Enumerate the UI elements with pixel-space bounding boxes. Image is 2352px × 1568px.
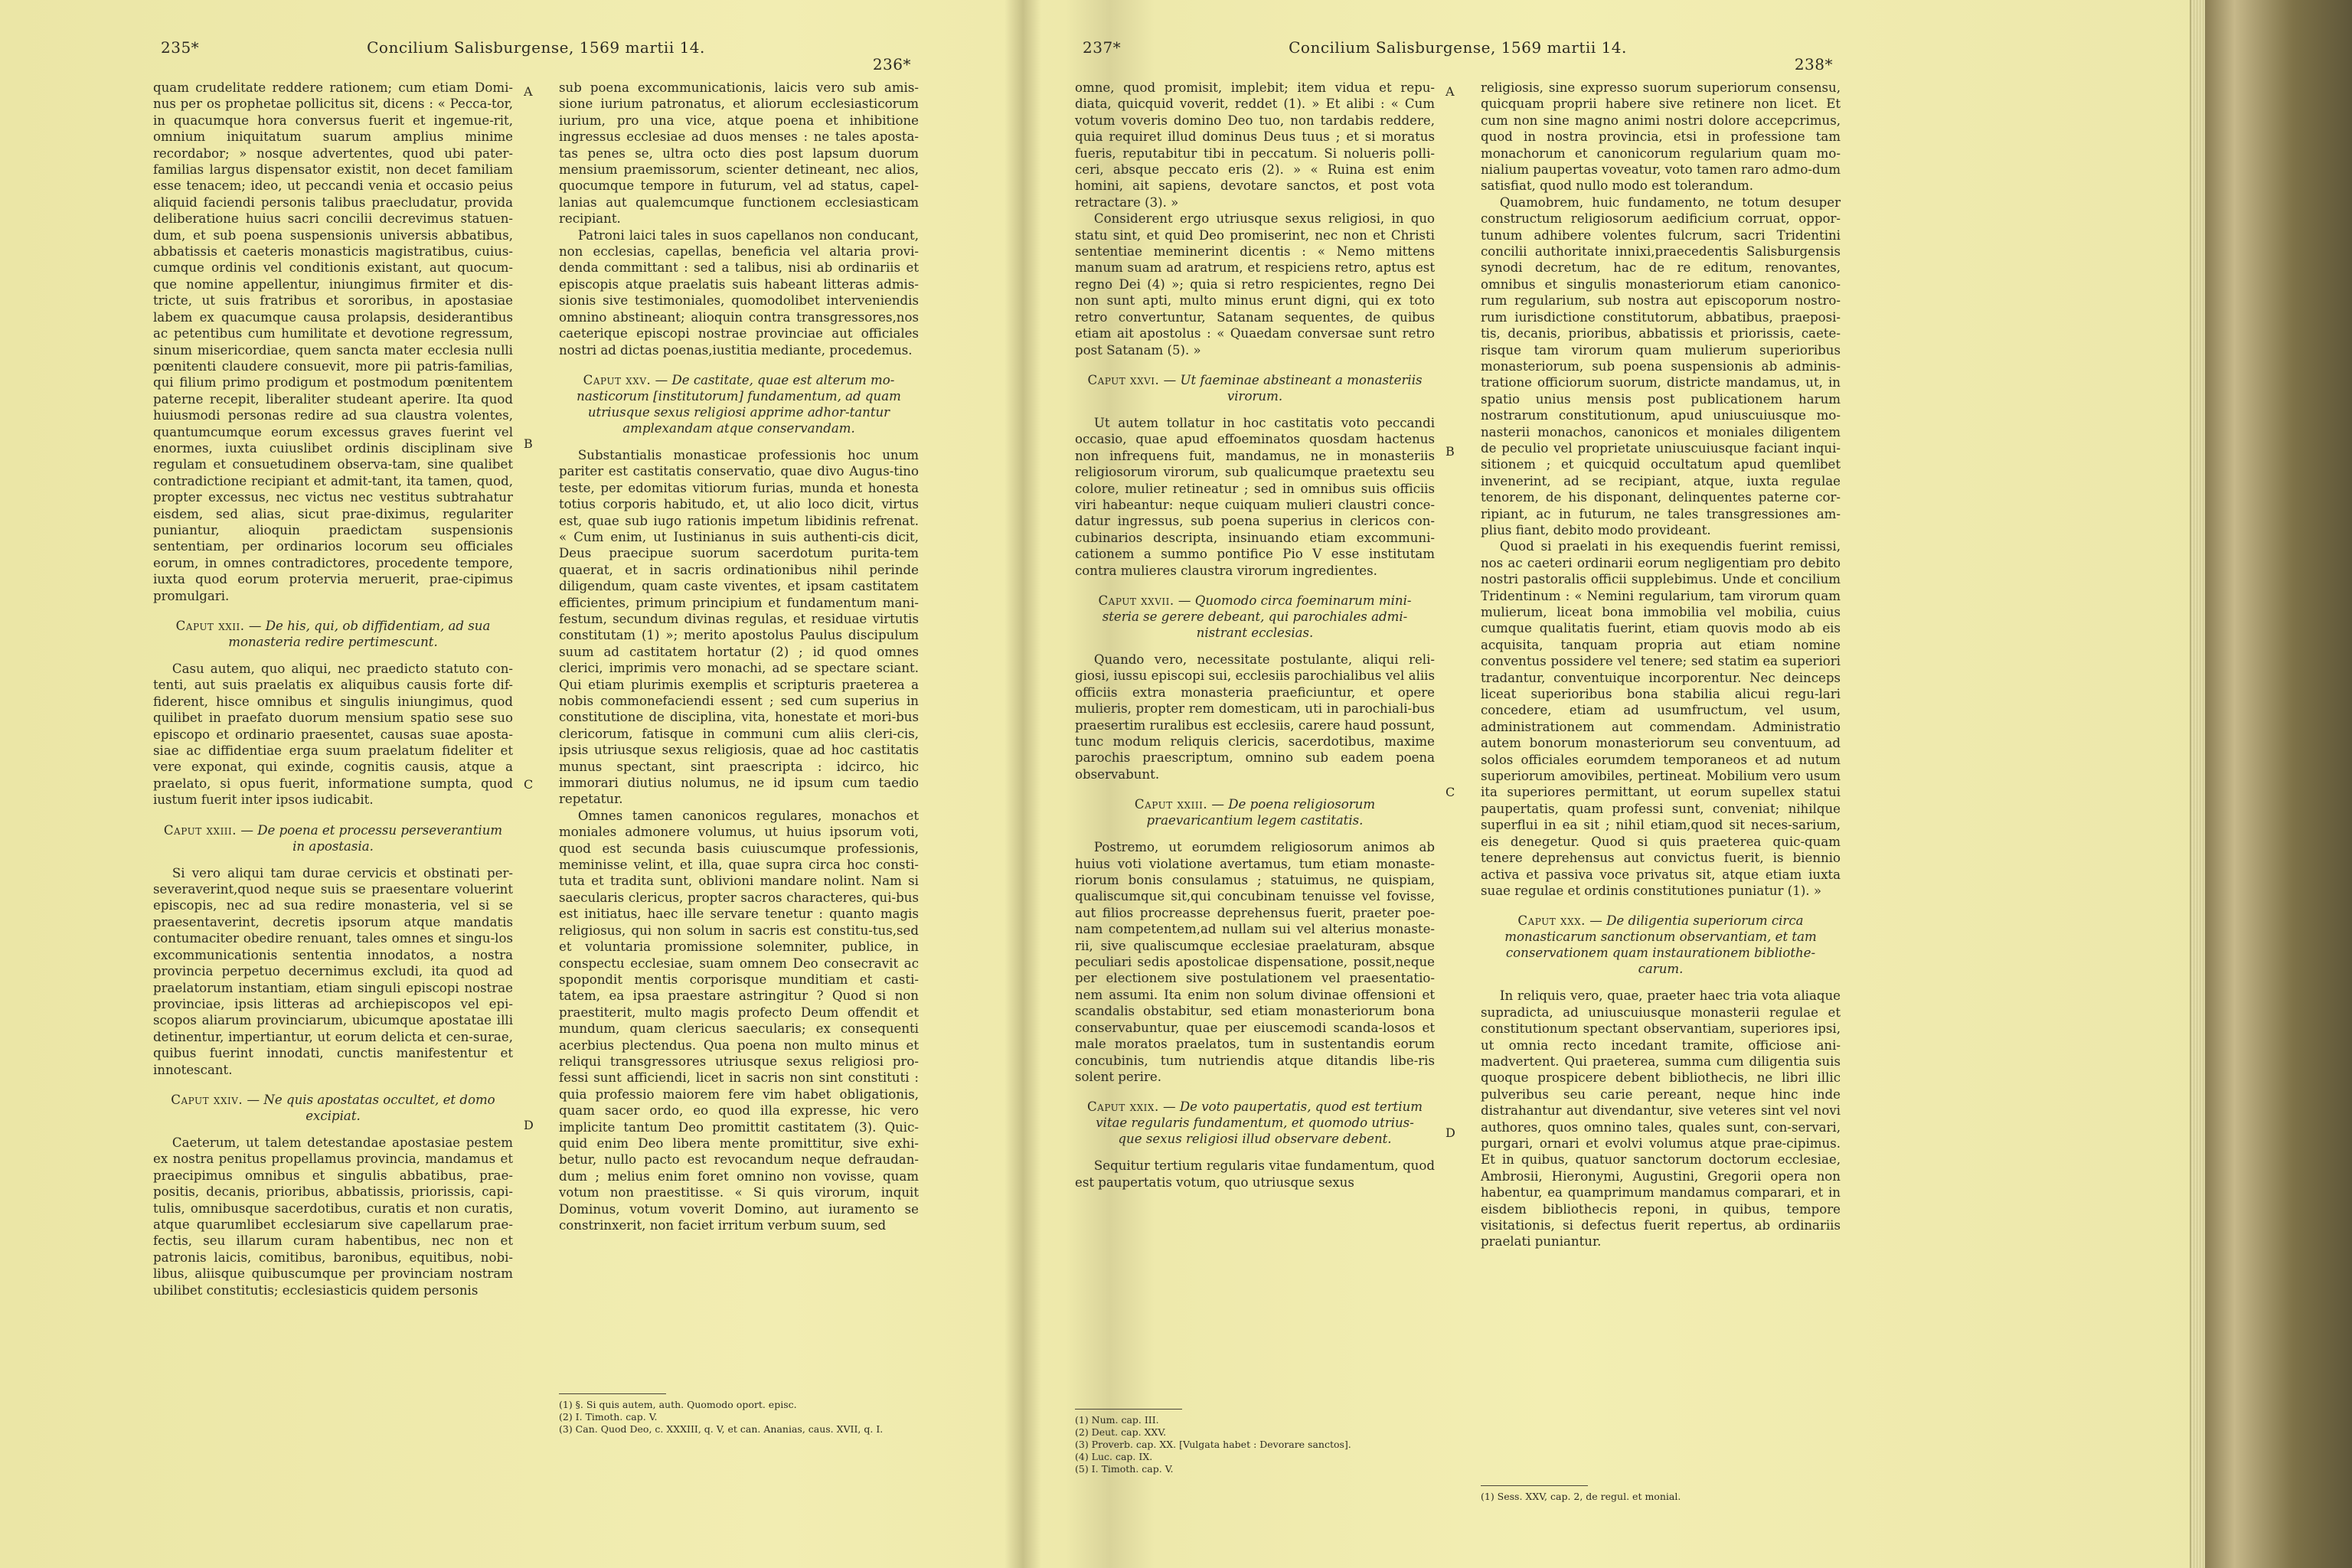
paragraph: Quod si praelati in his exequendis fuerint remissi, nos ac caeteri ordinarii eorum negligentiam pro debito nostri pastoralis officii supplebimus. Unde et concilium Tridentinum : « Nemini regularium, tam virorum quam mulierum, liceat bona immobilia vel mobilia, cuius cumque qualitatis fuerint, etiam quovis modo ab eis acquisita, tanquam propria aut etiam nomine conventus possidere vel tenere; sed statim ea superiori tradantur, conventuique incorporentur. Nec deinceps liceat superioribus bona stabilia alicui regu-lari concedere, etiam ad usumfructum, vel usum, administrationem aut commendam. Administratio autem bonorum monasteriorum seu conventuum, ad solos officiales eorumdem temporaneos et ad nutum superiorum amovibiles, pertineat. Mobilium vero usum ita superiores permittant, ut eorum supellex statui paupertatis, quam professi sunt, conveniat; nihilque superflui in ea sit ; nihil etiam,quod sit neces-sarium, eis denegetur. Quod si quis praeterea quic-quam tenere deprehensus aut convictus fuerit, is biennio activa et passiva voce privatus sit, atque etiam iuxta suae regulae et ordinis constitutiones puniatur (1). » bbox=[1481, 539, 1841, 898]
chapter-heading bbox=[162, 822, 504, 854]
left-column-1 bbox=[153, 80, 513, 1298]
chapter-label: Caput xxiii. bbox=[163, 822, 237, 838]
footnote: (3) Can. Quod Deo, c. XXXIII, q. V, et can. Ananias, caus. XVII, q. I. bbox=[559, 1423, 884, 1435]
paragraph: Omnes tamen canonicos regulares, monachos et moniales admonere volumus, ut huius ipsorum voti, quod est secunda basis cuiuscumque professionis, meminisse velint, et illa, quae supra circa hoc consti-tuta et tradita sunt, oblivioni mandare nolint. Nam si saecularis clericus, propter sacros characteres, qui-bus est initiatus, haec ille servare tenetur : quanto magis religiosus, qui non solum in sacris est constitu-tus,sed et voluntaria promissione solemniter, publice, in conspectu ecclesiae, suam omnem Deo consecravit ac spopondit mentis corporisque munditiam et casti-tatem, ea ipsa praestare astringitur ? Quod si non praestiterit, multo magis profecto Deum offendit et mundum, quam clericus saecularis; ex consequenti acerbius plectendus. Qua poena non multo minus et reliqui transgressores utriusque sexus religiosi pro-fessi sunt afficiendi, licet in sacris non sint constituti : quia professio maiorem fere vim habet obligationis, quam sacer ordo, eo quod illa expresse, hic vero implicite tantum Deo promittit castitatem (3). Quic-quid enim Deo libera mente promittitur, sive exhi-betur, nullo pacto est revocandum neque defraudan-dum ; melius enim foret omnino non vovisse, quam votum non praestitisse. « Si quis virorum, inquit Dominus, votum voverit Domino, aut iuramento se constrinxerit, non faciet irritum verbum suum, sed bbox=[559, 808, 919, 1233]
chapter-separator: — bbox=[237, 822, 258, 838]
paragraph: In reliquis vero, quae, praeter haec tria vota aliaque supradicta, ad uniuscuiusque monasterii regulae et constitutionum spectant observantiam, superiores ipsi, ut omnia recto incedant tramite, officiose ani-madvertent. Qui praeterea, summa cum diligentia suis quoque prospicere debent bibliothecis, ne libri illic pulveribus seu carie pereant, neque hinc inde distrahantur aut divendantur, sive veteres sint vel novi authores, quos omnino tales, quales sunt, con-servari, purgari, ornari et evolvi volumus atque prae-cipimus. Et in quibus, quatuor sanctorum doctorum ecclesiae, Ambrosii, Hieronymi, Augustini, Gregorii opera non habentur, ea quamprimum mandamus comparari, et in eisdem bibliothecis reponi, in quibus, tempore visitationis, si defectus fuerit repertus, ab ordinariis praelati puniantur. bbox=[1481, 988, 1841, 1250]
chapter-title: Ne quis apostatas occultet, et domo excipiat. bbox=[263, 1092, 495, 1123]
paragraph: Casu autem, quo aliqui, nec praedicto statuto con-tenti, aut suis praelatis ex aliquibus causis forte dif-fiderent, hisce omnibus et singulis iniungimus, quod quilibet in praefato duorum mensium spatio sese suo episcopo et ordinario praesentet, causas suae aposta-siae ac diffidentiae erga suum praelatum fideliter et vere exponat, qui exinde, cognitis causis, atque a praelato, si opus fuerit, informatione sumpta, quod iustum fuerit inter ipsos iudicabit. bbox=[153, 662, 513, 808]
right-page-title: Concilium Salisburgense, 1569 martii 14. bbox=[1289, 38, 1627, 57]
chapter-title: Ut faeminae abstineant a monasteriis virorum. bbox=[1180, 372, 1423, 403]
left-secondary-page-number: 236* bbox=[872, 55, 911, 74]
left-column-2 bbox=[559, 80, 919, 1298]
footnote: (4) Luc. cap. IX. bbox=[1075, 1451, 1153, 1462]
paragraph: Postremo, ut eorumdem religiosorum animos ab huius voti violatione avertamus, tum etiam monaste-riorum bonis consulamus ; statuimus, ne quispiam, qualiscumque sit,qui concubinam tenuisse vel fovisse, aut filios procreasse deprehensus fuerit, praeter poe-nam competentem,ad nullam sui vel alterius monaste-rii, sive qualiscumque ecclesiae praelaturam, absque peculiari sedis apostolicae dispensatione, possit,neque per electionem sive postulationem vel praesentatio-nem assumi. Ita enim non solum divinae offensioni et scandalis obstabitur, sed etiam monasteriorum bona conservabuntur, quae per eiuscemodi scanda-losos et male moratos praelatos, tum in sustentandis eorum concubinis, tum nutriendis atque ditandis libe-ris solent perire. bbox=[1075, 840, 1435, 1084]
paragraph: Sequitur tertium regularis vitae fundamentum, quod est paupertatis votum, quo utriusque sexus bbox=[1075, 1158, 1435, 1190]
left-running-head bbox=[153, 38, 919, 80]
section-marker-c: C bbox=[524, 777, 534, 792]
left-page bbox=[153, 38, 919, 1435]
section-marker-b: B bbox=[1446, 444, 1455, 459]
book-gutter bbox=[1004, 0, 1041, 1568]
right-page bbox=[1075, 38, 1841, 1502]
chapter-label: Caput xxx. bbox=[1517, 913, 1586, 929]
chapter-separator: — bbox=[1158, 1099, 1180, 1115]
paragraph: Patroni laici tales in suos capellanos non conducant, non ecclesias, capellas, beneficia vel altaria provi-denda committant : sed a talibus, nisi ab ordinariis et episcopis atque praelatis suis habeant litteras admis-sionis sive testimoniales, quomodolibet interveniendis omnino abstineant; alioquin contra transgressores,nos caeterique episcopi nostrae provinciae aut officiales nostri ad dictas poenas,iustitia mediante, procedemus. bbox=[559, 227, 919, 358]
chapter-title: De castitate, quae est alterum mo-nasticorum [institutorum] fundamentum, ad quam utriusque sexus religiosi apprime adhor-tantur amplexandam atque conservandam. bbox=[577, 372, 901, 436]
footnote-rule bbox=[1075, 1409, 1182, 1410]
chapter-title: De diligentia superiorum circa monasticarum sanctionum observantiam, et tam conservationem quam instaurationem bibliothe-carum. bbox=[1504, 913, 1817, 977]
paragraph: quam crudelitate reddere rationem; cum etiam Domi-nus per os prophetae pollicitus sit, dicens : « Pecca-tor, in quacumque hora conversus fuerit et ingemue-rit, omnium iniquitatum suarum amplius minime recordabor; » nosque advertentes, quod ubi pater-familias largus dispensator existit, non decet familiam esse tenacem; ideo, ut peccandi venia et occasio peius aliquid faciendi personis talibus praecludatur, provida deliberatione huius sacri concilii decrevimus statuen-dum, et sub poena suspensionis universis abbatibus, abbatissis et caeteris monasticis magistratibus, cuius-cumque ordinis vel conditionis existant, aut quocum-que nomine appellentur, iniungimus firmiter et dis-tricte, ut suis fratribus et sororibus, in apostasiae labem ex quacumque causa prolapsis, desiderantibus ac petentibus cum humilitate et devotione regressum, sinum misericordiae, quem sancta mater ecclesia nulli pœnitenti claudere consuevit, more pii patris-familias, qui filium primo prodigum et postmodum pœnitentem paterne recepit, liberaliter studeant aperire. Ita quod huiusmodi personas redire ad sua claustra volentes, quantumcumque eorum excessus graves fuerint vel enormes, iuxta cuiuslibet ordinis disciplinam sive regulam et consuetudinem observa-tam, sine qualibet contradictione recipiant et admit-tant, ita tamen, quod, propter excessus, nec victus nec vestitus subtrahatur eisdem, sed alias, sicut prae-diximus, regulariter puniantur, alioquin praedictam suspensionis sententiam, per ordinarios locorum seu officiales eorum, in omnes contradictores, procedente tempore, iuxta quod eorum protervia meruerit, prae-cipimus promulgari. bbox=[153, 80, 513, 603]
right-column-2 bbox=[1481, 80, 1841, 1250]
footnote: (2) Deut. cap. XXV. bbox=[1075, 1426, 1167, 1438]
chapter-heading bbox=[1084, 593, 1426, 641]
chapter-label: Caput xxix. bbox=[1086, 1099, 1159, 1115]
chapter-heading bbox=[162, 1092, 504, 1124]
chapter-label: Caput xxiv. bbox=[171, 1092, 243, 1107]
section-marker-a: A bbox=[524, 84, 533, 99]
right-columns bbox=[1075, 80, 1841, 1250]
footnote: (1) Num. cap. III. bbox=[1075, 1414, 1159, 1426]
chapter-separator: — bbox=[244, 619, 266, 633]
right-column-1 bbox=[1075, 80, 1435, 1250]
section-marker-b: B bbox=[524, 436, 533, 451]
section-marker-a: A bbox=[1446, 84, 1455, 99]
chapter-heading bbox=[568, 372, 910, 436]
footnote-rule bbox=[1481, 1485, 1588, 1486]
paragraph: Caeterum, ut talem detestandae apostasiae pestem ex nostra penitus propellamus provincia, mandamus et praecipimus omnibus et singulis abbatibus, prae-positis, decanis, prioribus, abbatissis, priorissis, capi-tulis, omnibusque sacerdotibus, curatis et non curatis, atque quarumlibet ecclesiarum sive capellarum prae-fectis, seu illarum curam habentibus, nec non et patronis laicis, comitibus, baronibus, equitibus, nobi-libus, aliisque quibuscumque per provinciam nostram ubilibet constitutis; ecclesiasticis quidem personis bbox=[153, 1135, 513, 1298]
left-footnotes bbox=[559, 1393, 919, 1436]
chapter-heading bbox=[1490, 913, 1831, 977]
left-page-title: Concilium Salisburgense, 1569 martii 14. bbox=[367, 38, 705, 57]
chapter-separator: — bbox=[1207, 797, 1229, 812]
chapter-separator: — bbox=[1585, 913, 1607, 929]
paragraph: Si vero aliqui tam durae cervicis et obstinati per-severaverint,quod neque suis se praesentare voluerint episcopis, nec ad sua redire monasteria, vel si se praesentaverint, decretis ipsorum atque mandatis contumaciter obedire renuant, tales omnes et singu-los excommunicationis sententia innodatos, a nostra provincia perpetuo decernimus excludi, ita quod ad praelatorum instantiam, etiam singuli episcopi nostrae provinciae, ipsis litteras ad archiepiscopos vel epi-scopos aliarum provinciarum, ubicumque apostatae illi detinentur, impertiantur, ut eorum delicta et cen-surae, quibus fuerint innodati, cunctis manifestentur et innotescant. bbox=[153, 865, 513, 1077]
footnote: (5) I. Timoth. cap. V. bbox=[1075, 1463, 1174, 1475]
paragraph: sub poena excommunicationis, laicis vero sub amis-sione iurium patronatus, et aliorum ecclesiasticorum iurium, pro una vice, atque poena et inhibitione ingressus ecclesiae ad duos menses : ne tales aposta-tas penes se, ultra octo dies post lapsum duorum mensium praemissorum, scienter detineant, nec alios, quocumque tempore in futurum, vel ad status, capel-lanias aut qualemcumque functionem ecclesiasticam recipiant. bbox=[559, 80, 919, 227]
paragraph: Substantialis monasticae professionis hoc unum pariter est castitatis conservatio, quae divo Augus-tino teste, per edomitas vitiorum furias, munda et honesta totius corporis habitudo, et, ut alio loco dicit, virtus est, quae sub iugo rationis impetum libidinis refrenat. « Cum enim, ut Iustinianus in suis authenti-cis dicit, Deus praecipue suorum sacerdotum purita-tem quaerat, et in sacris ordinationibus nihil perinde diligendum, quam caste viventes, et ipsam castitatem efficientes, primum principium et fundamentum mani-festum, secundum divinas regulas, et residuae virtutis constitutam (1) »; merito apostolus Paulus discipulum suum ad castitatem hortatur (2) ; id quod omnes clerici, imprimis vero monachi, ad se spectare sciant. Qui etiam plurimis exemplis et scripturis praeterea a nobis commonefaciendi essent ; sed cum superius in constitutione de disciplina, vita, honestate et mori-bus clericorum, fatisque in communi cum aliis cleri-cis, ipsis utriusque sexus religiosis, quae ad hoc castitatis munus spectant, sint praescripta : idcirco, hic immorari diutius nolumus, ne id ipsum cum taedio repetatur. bbox=[559, 447, 919, 807]
chapter-label: Caput xxiii. bbox=[1134, 797, 1208, 812]
paragraph: Quando vero, necessitate postulante, aliqui reli-giosi, iussu episcopi sui, ecclesiis parochialibus vel aliis officiis extra monasteria praeficiuntur, et opere mulieris, propter rem domesticam, uti in parochiali-bus praesertim ruralibus est ecclesiis, carere haud possunt, tunc modum reliquis clericis, sacerdotibus, maxime parochis praescriptum, omnino sub eadem poena observabunt. bbox=[1075, 652, 1435, 782]
footnote: (1) Sess. XXV, cap. 2, de regul. et monial. bbox=[1481, 1491, 1681, 1502]
chapter-title: De his, qui, ob diffidentiam, ad sua monasteria redire pertimescunt. bbox=[228, 619, 491, 649]
paragraph: omne, quod promisit, implebit; item vidua et repu-diata, quicquid voverit, reddet (1). » Et alibi : « Cum votum voveris domino Deo tuo, non tardabis reddere, quia requiret illud dominus Deus tuus ; et si moratus fueris, reputabitur tibi in peccatum. Si nolueris polli-ceri, absque peccato eris (2). » « Ruina est enim homini, ait sapiens, devotare sanctos, et post vota retractare (3). » bbox=[1075, 80, 1435, 210]
right-running-head bbox=[1075, 38, 1841, 80]
chapter-label: Caput xxvi. bbox=[1087, 372, 1160, 387]
chapter-title: De voto paupertatis, quod est tertium vitae regularis fundamentum, et quomodo utrius-que sexus religiosi illud observare debent. bbox=[1096, 1099, 1423, 1147]
footnote-rule bbox=[559, 1393, 666, 1394]
right-footnotes-left bbox=[1075, 1409, 1435, 1475]
chapter-title: De poena religiosorum praevaricantium legem castitatis. bbox=[1146, 797, 1376, 828]
section-marker-d: D bbox=[1446, 1125, 1455, 1140]
chapter-label: Caput xxv. bbox=[583, 372, 652, 387]
chapter-separator: — bbox=[1159, 372, 1181, 387]
chapter-heading bbox=[1084, 1099, 1426, 1147]
paragraph: Quamobrem, huic fundamento, ne totum desuper constructum religiosorum aedificium corruat, oppor-tunum adhibere volentes fulcrum, sacri Tridentini concilii authoritate innixi,praecedentis Salisburgensis synodi decretum, hac de re editum, renovantes, omnibus et singulis monasteriorum etiam canonico-rum regularium, sub nostra aut episcoporum nostro-rum iurisdictione constitutorum, abbatibus, praeposi-tis, decanis, prioribus, abbatissis et priorissis, caete-risque tam virorum quam mulierum superioribus monasteriorum, sub poena suspensionis ab adminis-tratione officiorum suorum, districte mandamus, ut, in spatio unius mensis post publicationem harum nostrarum constitutionum, apud uniuscuiusque mo-nasterii monachos, canonicos et moniales diligentem de peculio vel proprietate uniuscuiusque faciant inqui-sitionem ; et quicquid occultatum apud quemlibet invenerint, ad se recipiant, atque, iuxta regulae tenorem, de his disponant, delinquentes paterne cor-ripiant, ac in futurum, ne tales transgressiones am-plius fiant, debito modo provideant. bbox=[1481, 194, 1841, 537]
chapter-heading bbox=[162, 618, 504, 650]
left-page-number: 235* bbox=[161, 38, 200, 57]
right-page-number: 237* bbox=[1083, 38, 1122, 57]
chapter-heading bbox=[1084, 796, 1426, 828]
paragraph: Ut autem tollatur in hoc castitatis voto peccandi occasio, quae apud effoeminatos quosdam hactenus non infrequens fuit, mandamus, ne in monasteriis religiosorum virorum, sub qualicumque praetextu seu colore, mulier retineatur ; sed in omnibus suis officiis viri habeantur: neque cuiquam mulieri claustri conce-datur ingressus, sub poena superius in clericos con-cubinarios descripta, insinuando etiam excommuni-cationem a summo pontifice Pio V esse institutam contra mulieres claustra virorum ingredientes. bbox=[1075, 415, 1435, 578]
chapter-heading bbox=[1084, 372, 1426, 404]
right-secondary-page-number: 238* bbox=[1794, 55, 1833, 74]
left-columns bbox=[153, 80, 919, 1298]
chapter-label: Caput xxvii. bbox=[1098, 593, 1174, 608]
chapter-title: De poena et processu perseverantium in apostasia. bbox=[257, 822, 503, 854]
footnote: (1) §. Si quis autem, auth. Quomodo oport. episc. bbox=[559, 1399, 797, 1410]
chapter-separator: — bbox=[243, 1092, 264, 1107]
footnote: (2) I. Timoth. cap. V. bbox=[559, 1411, 658, 1423]
section-marker-c: C bbox=[1446, 785, 1455, 799]
paragraph: Considerent ergo utriusque sexus religiosi, in quo statu sint, et quid Deo promiserint, nec non et Christi sententiae meminerint dicentis : « Nemo mittens manum suam ad aratrum, et respiciens retro, aptus est regno Dei (4) »; quia si retro respicientes, regno Dei non sunt apti, multo minus erunt digni, qui ex toto retro convertuntur, Satanam sequentes, de quibus etiam ait apostolus : « Quaedam conversae sunt retro post Satanam (5). » bbox=[1075, 211, 1435, 358]
chapter-separator: — bbox=[1174, 593, 1195, 608]
book-cover bbox=[2205, 0, 2352, 1568]
chapter-label: Caput xxii. bbox=[175, 619, 245, 633]
footnote: (3) Proverb. cap. XX. [Vulgata habet : Devorare sanctos]. bbox=[1075, 1439, 1351, 1450]
paragraph: religiosis, sine expresso suorum superiorum consensu, quicquam proprii habere sive retinere non licet. Et cum non sine magno animi nostri dolore accepcrimus, quod in nostra provincia, etsi in professione tam monachorum et canonicorum regularium quam mo-nialium paupertas voveatur, voto tamen raro admo-dum satisfiat, quod nullo modo est tolerandum. bbox=[1481, 80, 1841, 194]
section-marker-d: D bbox=[524, 1118, 534, 1132]
chapter-separator: — bbox=[651, 372, 672, 387]
chapter-title: Quomodo circa foeminarum mini-steria se gerere debeant, qui parochiales admi-nistrant ecclesias. bbox=[1102, 593, 1412, 640]
right-footnotes-right bbox=[1481, 1485, 1841, 1503]
